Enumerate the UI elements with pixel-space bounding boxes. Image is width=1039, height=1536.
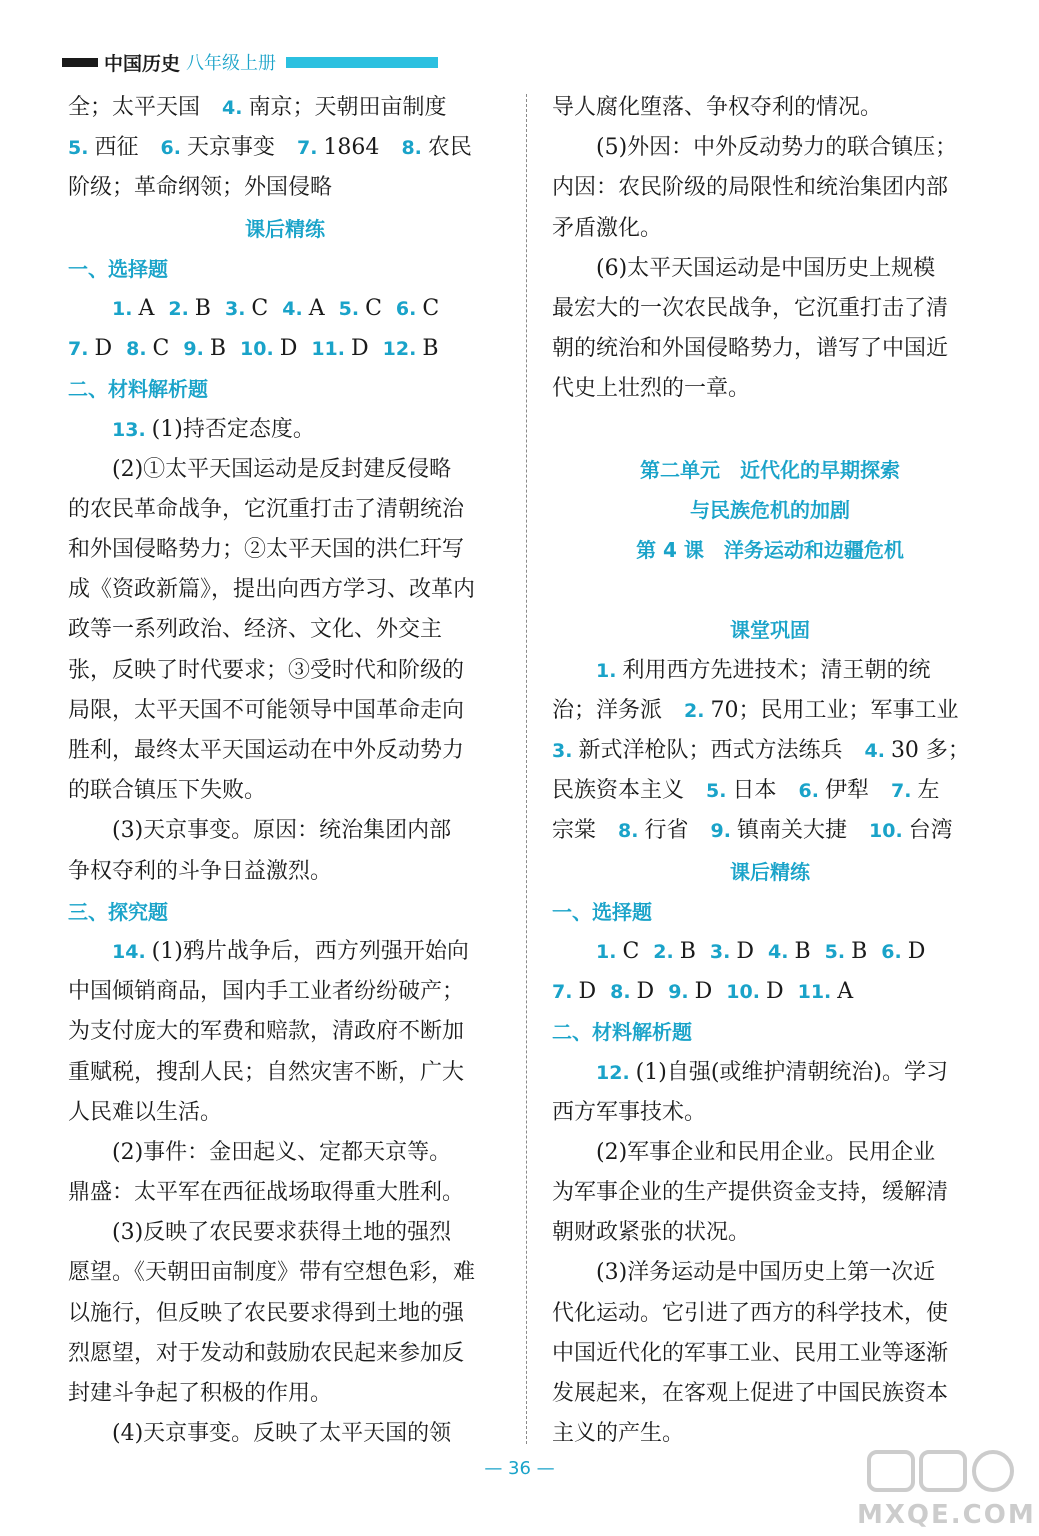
answer-text: (1)鸦片战争后，西方列强开始向 [151, 938, 469, 964]
mc-item-answer: C [422, 295, 440, 321]
paragraph-line: 愿望。《天朝田亩制度》带有空想色彩，难 [68, 1260, 476, 1286]
paragraph-line: 朝的统治和外国侵略势力，谱写了中国近 [552, 336, 949, 362]
mc-item-answer: C [365, 295, 382, 321]
answer-text: (1)持否定态度。 [151, 416, 315, 442]
item-number: 8. [401, 137, 422, 160]
answer-line: 导人腐化堕落、争权夺利的情况。 [552, 95, 883, 120]
answer-text: 30 多； [890, 738, 970, 763]
mc-item-number: 11. [311, 338, 345, 361]
answer-text: 伊犁 [824, 778, 869, 804]
mc-item-number: 4. [282, 297, 303, 320]
mc-item-answer: C [251, 295, 269, 321]
paragraph-line: (2)军事企业和民用企业。民用企业 [596, 1139, 936, 1165]
paragraph-line: (2)事件：金田起义、定都天京等。 [112, 1139, 452, 1165]
q12-part2 [552, 1133, 988, 1254]
section-heading-xuanze: 一、选择题 [68, 256, 168, 281]
answer-line [552, 811, 988, 851]
paragraph-line: (6)太平天国运动是中国历史上规模 [596, 255, 936, 281]
mc-item-answer: D [279, 336, 298, 362]
item-number: 7. [891, 780, 912, 803]
column-divider [526, 94, 527, 1444]
answer-line [68, 128, 502, 168]
unit-title-line-2: 与民族危机的加剧 [690, 497, 850, 522]
paragraph-line: 的联合镇压下失败。 [68, 778, 267, 804]
paragraph-line: (3)洋务运动是中国历史上第一次近 [596, 1260, 936, 1286]
item-number: 7. [296, 137, 318, 160]
answer-text: 天京事变 [186, 135, 275, 161]
q14-part1-rest [68, 972, 502, 1133]
paragraph-line: 以施行，但反映了农民要求得到土地的强 [68, 1300, 465, 1326]
mc-item-number: 8. [126, 338, 147, 361]
mc-item-number: 7. [552, 981, 573, 1004]
section-heading-tanjiu: 三、探究题 [68, 899, 168, 924]
mc-answers-row-2 [552, 972, 988, 1012]
answer-line [552, 691, 988, 731]
item-number: 6. [798, 780, 819, 803]
mc-item-answer: C [152, 336, 170, 362]
item-number: 12. [596, 1061, 630, 1084]
paragraph-line: 鼎盛：太平军在西征战场取得重大胜利。 [68, 1180, 465, 1206]
book-subject-title: 中国历史 [104, 52, 181, 75]
mc-item-number: 5. [338, 297, 360, 320]
paragraph-line: 的农民革命战争，它沉重打击了清朝统治 [68, 496, 465, 522]
mc-item-answer: D [94, 336, 113, 362]
paragraph-line: 内因：农民阶级的局限性和统治集团内部 [552, 175, 949, 201]
item-number: 14. [112, 940, 146, 963]
answer-line: (4)天京事变。反映了太平天国的领 [112, 1421, 452, 1447]
item-number: 8. [618, 820, 639, 843]
mc-item-number: 3. [224, 297, 246, 320]
section-heading-kehou: 课后精练 [730, 859, 810, 884]
item-number: 13. [112, 418, 146, 441]
section-heading-cailiao: 二、材料解析题 [552, 1020, 692, 1045]
paragraph-line: 发展起来，在客观上促进了中国民族资本 [552, 1381, 949, 1406]
paragraph-line: 代化运动。它引进了西方的科学技术，使 [552, 1300, 949, 1326]
mc-item-number: 6. [395, 297, 417, 320]
answer-text: 镇南关大捷 [736, 818, 847, 844]
mc-item-answer: B [194, 295, 211, 321]
paragraph-line: 张，反映了时代要求；③受时代和阶级的 [68, 657, 465, 683]
q14-part2 [68, 1133, 502, 1213]
watermark-text: MXQE.COM [857, 1500, 1036, 1530]
answer-line [552, 771, 988, 811]
mc-item-answer: A [308, 295, 325, 321]
spacer [552, 570, 988, 610]
paragraph-line: 烈愿望，对于发动和鼓励农民起来参加反 [68, 1340, 465, 1366]
section-heading-cailiao: 二、材料解析题 [68, 377, 208, 402]
header-color-bar [286, 57, 438, 68]
watermark [857, 1446, 1036, 1532]
mc-item-number: 1. [112, 297, 133, 320]
paragraph-line: 重赋税，搜刮人民；自然灾害不断，广大 [68, 1059, 465, 1085]
paragraph-line: 局限，太平天国不可能领导中国革命走向 [68, 697, 465, 723]
item-number: 9. [710, 820, 731, 843]
answer-line [68, 932, 502, 972]
item-number: 2. [684, 699, 705, 722]
spacer [552, 410, 988, 450]
mc-item-answer: A [837, 979, 854, 1005]
answer-text: 农民 [427, 135, 472, 161]
mc-item-answer: D [736, 938, 755, 964]
book-grade-subtitle: 八年级上册 [186, 53, 277, 74]
paragraph-line: (2)①太平天国运动是反封建反侵略 [112, 456, 452, 482]
item-number: 4. [222, 97, 243, 119]
mc-item-answer: D [765, 979, 784, 1005]
paragraph-line: 封建斗争起了积极的作用。 [68, 1381, 333, 1406]
item-number: 1. [596, 659, 617, 682]
mc-item-number: 4. [768, 940, 789, 963]
answer-text: 1864 [323, 135, 380, 161]
paragraph-line: 为军事企业的生产提供资金支持，缓解清 [552, 1180, 949, 1206]
answer-text: 日本 [732, 778, 777, 804]
mc-item-number: 12. [382, 338, 417, 361]
mc-item-number: 2. [653, 940, 674, 963]
answer-text: 利用西方先进技术；清王朝的统 [622, 657, 931, 683]
paragraph-line: 和外国侵略势力；②太平天国的洪仁玕写 [68, 537, 465, 563]
mc-item-answer: D [351, 336, 369, 362]
answer-line [552, 651, 988, 691]
paragraph-line: 中国倾销商品，国内手工业者纷纷破产； [68, 979, 465, 1005]
mc-item-number: 8. [610, 981, 631, 1004]
left-column [68, 88, 502, 1454]
answer-line [552, 1053, 988, 1093]
paragraph-line: 主义的产生。 [552, 1421, 685, 1447]
item-number: 4. [864, 740, 885, 762]
answer-text: 民族资本主义 [552, 778, 685, 804]
mc-item-number: 11. [797, 981, 832, 1004]
mc-item-answer: D [578, 979, 597, 1005]
mc-item-number: 9. [183, 338, 204, 361]
q14-part3 [68, 1213, 502, 1414]
paragraph-line: 胜利，最终太平天国运动在中外反动势力 [68, 738, 465, 763]
unit-title-line-1: 第二单元 近代化的早期探索 [640, 457, 900, 482]
paragraph-line: (3)反映了农民要求获得土地的强烈 [112, 1220, 452, 1246]
paragraph-line: 成《资政新篇》，提出向西方学习、改革内 [68, 577, 476, 603]
answer-text: 全；太平天国 [68, 95, 201, 120]
answer-line: 阶级；革命纲领；外国侵略 [68, 175, 333, 201]
running-header [62, 50, 438, 74]
answer-text: 西征 [94, 135, 139, 161]
mc-item-answer: D [636, 979, 655, 1005]
item-number: 5. [706, 780, 727, 803]
answer-line [68, 410, 502, 450]
item-number: 3. [552, 740, 573, 762]
answer-line [552, 731, 988, 771]
mc-item-answer: A [138, 295, 155, 321]
paragraph-line: 矛盾激化。 [552, 215, 663, 241]
mc-item-answer: B [679, 938, 696, 964]
right-column [552, 88, 988, 1454]
mc-item-number: 5. [824, 940, 846, 963]
paragraph-line: 人民难以生活。 [68, 1099, 223, 1125]
paragraph-line: 最宏大的一次农民战争，它沉重打击了清 [552, 295, 949, 321]
section-heading-ketang: 课堂巩固 [730, 618, 810, 643]
q13-part2 [68, 450, 502, 812]
mc-item-answer: D [907, 938, 926, 964]
mc-item-number: 7. [68, 338, 89, 361]
answer-text: 治；洋务派 [552, 697, 663, 723]
paragraph-line: 争权夺利的斗争日益激烈。 [68, 858, 333, 884]
item-number: 10. [869, 820, 903, 843]
mc-item-answer: C [622, 938, 640, 964]
q12-part3 [552, 1253, 988, 1454]
answer-text: 行省 [644, 818, 689, 844]
paragraph-line: 政等一系列政治、经济、文化、外交主 [68, 617, 443, 643]
paragraph-line: 为支付庞大的军费和赔款，清政府不断加 [68, 1019, 465, 1045]
paragraph-line: 代史上壮烈的一章。 [552, 376, 751, 402]
mc-item-answer: B [794, 938, 811, 964]
mc-item-answer: B [851, 938, 868, 964]
mc-item-number: 10. [240, 338, 274, 361]
lesson-title: 第 4 课 洋务运动和边疆危机 [636, 538, 904, 563]
paragraph-line: (3)天京事变。原因：统治集团内部 [112, 818, 452, 844]
q13-part6 [552, 249, 988, 410]
section-heading-kehou: 课后精练 [245, 216, 325, 241]
page-number: — 36 — [484, 1458, 555, 1479]
mc-item-number: 10. [726, 981, 760, 1004]
mc-item-number: 1. [596, 940, 617, 963]
mc-item-number: 2. [168, 297, 189, 320]
section-heading-xuanze: 一、选择题 [552, 899, 652, 924]
mc-item-number: 3. [709, 940, 731, 963]
mc-item-number: 9. [668, 981, 689, 1004]
answer-line [68, 88, 502, 128]
mc-item-number: 6. [881, 940, 902, 963]
mc-item-answer: B [209, 336, 227, 362]
mc-item-answer: D [694, 979, 713, 1005]
q13-part3 [68, 811, 502, 891]
answer-text: (1)自强(或维护清朝统治)。学习 [635, 1059, 949, 1085]
mc-answers-row-1 [552, 932, 988, 972]
q13-part5 [552, 128, 988, 249]
paragraph-line: 中国近代化的军事工业、民用工业等逐渐 [552, 1340, 949, 1366]
answer-text: 新式洋枪队；西式方法练兵 [578, 738, 843, 763]
header-bar-decoration [62, 58, 98, 67]
answer-text: 宗棠 [552, 818, 597, 844]
item-number: 5. [68, 137, 89, 160]
paragraph-line: (5)外因：中外反动势力的联合镇压； [596, 135, 958, 161]
answer-text: 70；民用工业；军事工业 [710, 697, 959, 723]
mc-answers-row-2 [68, 329, 502, 369]
mc-item-answer: B [422, 336, 439, 362]
watermark-logo-icon [865, 1446, 1021, 1494]
mc-answers-row-1 [68, 289, 502, 329]
answer-text: 台湾 [908, 818, 953, 844]
answer-text: 南京；天朝田亩制度 [248, 95, 447, 120]
item-number: 6. [160, 137, 181, 160]
answer-line: 西方军事技术。 [552, 1099, 707, 1125]
answer-text: 左 [917, 778, 940, 804]
paragraph-line: 朝财政紧张的状况。 [552, 1220, 751, 1246]
